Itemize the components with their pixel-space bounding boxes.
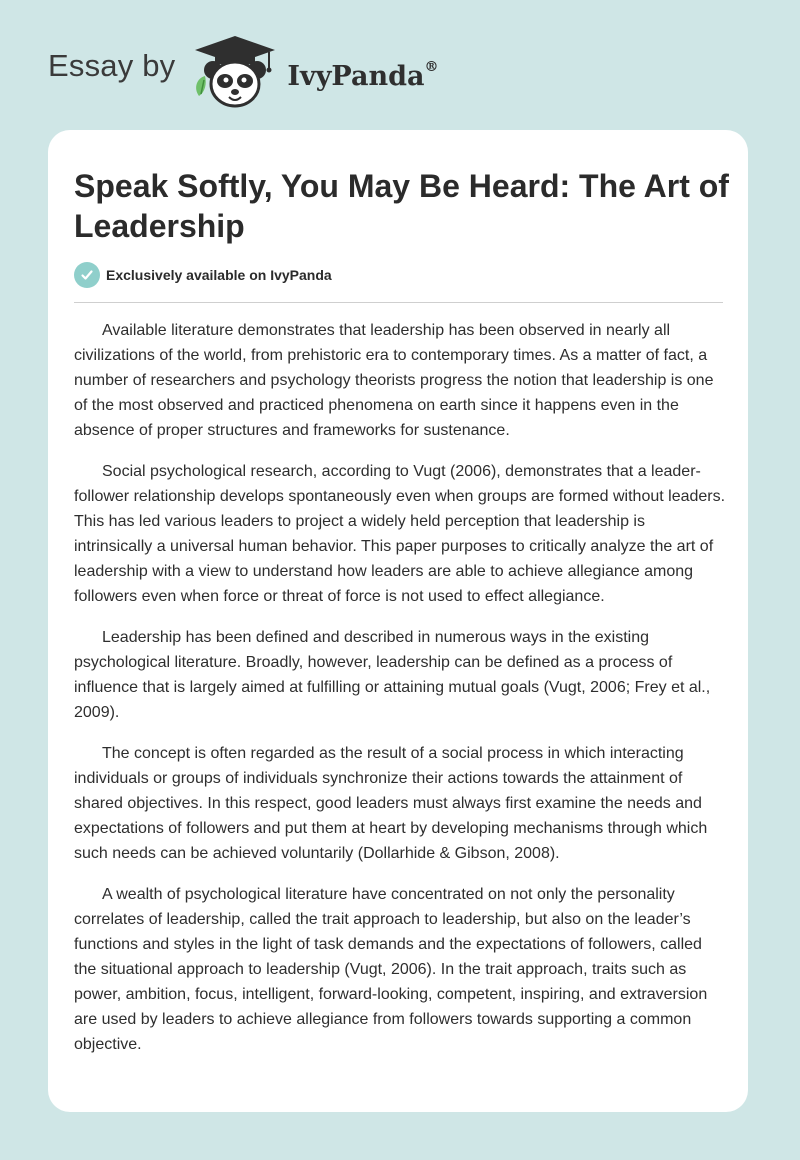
exclusive-label: Exclusively available on IvyPanda: [106, 267, 332, 283]
check-circle-icon: [74, 262, 100, 288]
paragraph: Available literature demonstrates that leadership has been observed in nearly all civilizations of the world, from prehistoric era to contemporary times. As a matter of fact, a number of researchers and psychology theorists progress the notion that leadership is one of the most observed and practiced phenomena on earth since it happens even in the absence of proper structures and frameworks for sustenance.: [74, 322, 714, 439]
divider: [74, 302, 723, 303]
paragraph: A wealth of psychological literature have concentrated on not only the personality correlates of leadership, called the trait approach to leadership, but also on the leader’s functions and styles in the light of task demands and the expectations of followers, called the situational approach to leadership (Vugt, 2006). In the trait approach, traits such as power, ambition, focus, intelligent, forward-looking, competent, inspiring, and extraversion are used by leaders to achieve allegiance from followers towards supporting a common objective.: [74, 886, 708, 1053]
registered-mark: ®: [424, 58, 439, 75]
paragraph: The concept is often regarded as the result of a social process in which interacting individuals or groups of individuals synchronize their actions towards the attainment of shared objectives. In this respect, good leaders must always first examine the needs and expectations of followers and put them at heart by developing mechanisms through which such needs can be achieved voluntarily (Dollarhide & Gibson, 2008).: [74, 745, 708, 862]
paragraph: Social psychological research, according to Vugt (2006), demonstrates that a leader-follower relationship develops spontaneously even when groups are formed without leaders. This has led various leaders to project a widely held perception that leadership is intrinsically a universal human behavior. This paper purposes to critically analyze the art of leadership with a view to understand how leaders are able to achieve allegiance among followers even when force or threat of force is not used to effect allegiance.: [74, 463, 726, 605]
essay-by-label: Essay by: [48, 48, 176, 83]
essay-card: [48, 130, 748, 1112]
paragraph: Leadership has been defined and described in numerous ways in the existing psychological literature. Broadly, however, leadership can be defined as a process of influence that is largely aimed at fulfilling or attaining mutual goals (Vugt, 2006; Frey et al., 2009).: [74, 629, 711, 721]
exclusive-badge: [74, 262, 332, 288]
essay-body: [74, 318, 726, 1073]
page-title: Speak Softly, You May Be Heard: The Art of Leadership: [74, 168, 729, 244]
brand-name[interactable]: IvyPanda®: [287, 58, 439, 92]
site-header: [48, 34, 438, 110]
panda-graduate-icon[interactable]: [189, 34, 281, 110]
